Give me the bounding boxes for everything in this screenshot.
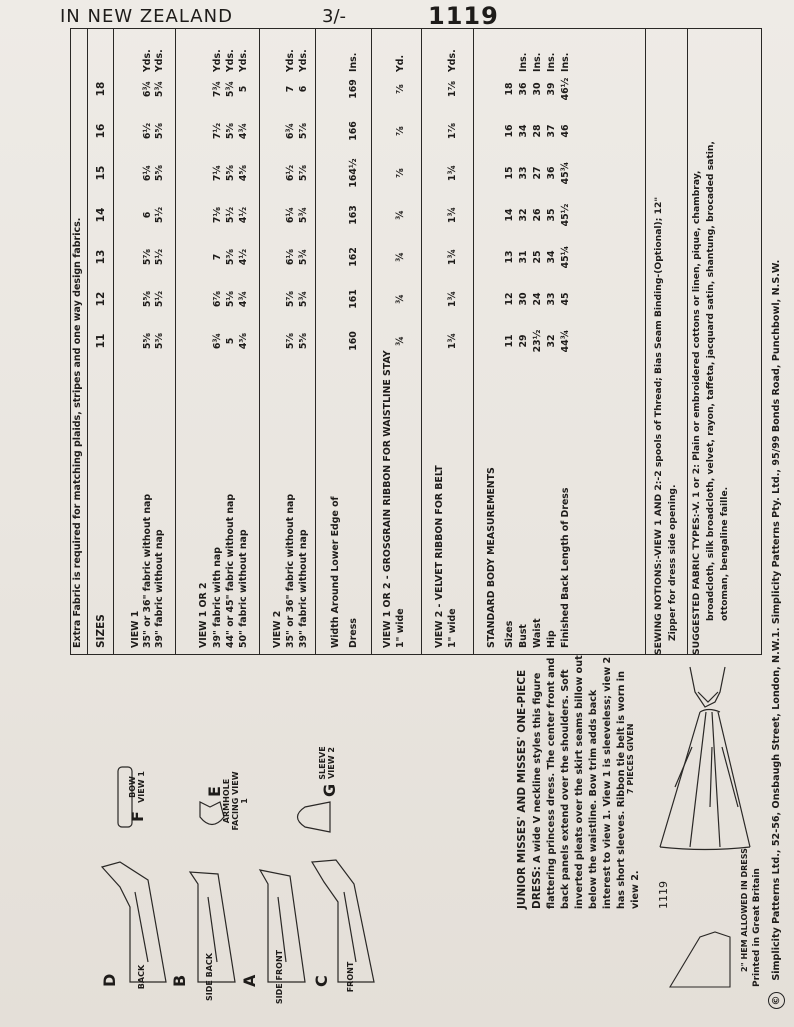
- cell: 160: [348, 331, 359, 351]
- unit: Yds.: [154, 49, 165, 72]
- cell: 39: [546, 82, 557, 96]
- cell: ⅞: [395, 126, 406, 136]
- letter-e: E: [205, 786, 224, 797]
- copyright-icon: ©: [768, 992, 785, 1009]
- cell: 5½: [154, 248, 165, 266]
- body-measurements-block: [473, 29, 590, 654]
- table-divider: [645, 29, 646, 654]
- cell: 30: [532, 82, 543, 96]
- cell: 34: [518, 124, 529, 138]
- cell: 5¾: [298, 248, 309, 266]
- unit: Yds.: [298, 49, 309, 72]
- cell: 7¾: [212, 80, 223, 98]
- publisher-footer: [768, 9, 785, 1009]
- cell: 6½: [142, 122, 153, 140]
- unit: Yds.: [142, 49, 153, 72]
- letter-a: A: [240, 974, 259, 987]
- cell: 1¾: [447, 206, 458, 224]
- cell: ¾: [395, 252, 406, 262]
- cell: 6: [298, 85, 309, 93]
- unit: Yds.: [285, 49, 296, 72]
- cell: 1⅞: [447, 80, 458, 98]
- cell: 6: [142, 211, 153, 219]
- cell: 34: [546, 250, 557, 264]
- cell: 5⅝: [225, 164, 236, 182]
- unit: Yds.: [212, 49, 223, 72]
- size-cell: 14: [95, 207, 107, 223]
- cell: 46½: [560, 77, 571, 101]
- description-body: A wide V neckline styles this figure flattering princess dress. The center front and back panels extend over the shoulders. Soft inverted pleats over the skirt seams billow out below the waistline. Bow trim adds back interest to view 1. View 1 is sleeveless; view 2 has short sleeves. Ribbon tie belt is worn in view 2.: [532, 655, 641, 909]
- row-label: 39" fabric without nap: [298, 529, 309, 648]
- row-label: 50" fabric without nap: [238, 529, 249, 648]
- cell: 6⅞: [212, 290, 223, 308]
- cell: 45¼: [560, 245, 571, 269]
- country-label: IN NEW ZEALAND: [60, 6, 233, 27]
- velvet-width: 1" wide: [447, 608, 458, 648]
- notions-line: SEWING NOTIONS:-VIEW 1 AND 2:-2 spools of Thread; Bias Seam Binding-(Optional); 12": [653, 196, 664, 655]
- label-armhole: ARMHOLE FACING VIEW 1: [222, 771, 249, 831]
- cell: 33: [546, 292, 557, 306]
- unit: Ins.: [518, 52, 529, 72]
- view2-title: VIEW 2: [272, 610, 283, 648]
- cell: 12: [504, 292, 515, 306]
- unit: Ins.: [532, 52, 543, 72]
- pieces-given: 7 PIECES GIVEN: [626, 723, 635, 794]
- sizes-row: [87, 29, 114, 654]
- cell: 29: [518, 334, 529, 348]
- label-sleeve: SLEEVE VIEW 2: [318, 746, 336, 780]
- cell: 6¼: [142, 164, 153, 182]
- cell: 6½: [285, 164, 296, 182]
- cell: 25: [532, 250, 543, 264]
- row-label: 39" fabric without nap: [154, 529, 165, 648]
- unit: Ins.: [546, 52, 557, 72]
- width-row: [315, 29, 372, 654]
- description-title: JUNIOR MISSES' AND MISSES' ONE-PIECE DRESS:: [516, 669, 543, 909]
- label-back: BACK: [137, 964, 146, 990]
- grosgrain-label: VIEW 1 OR 2 - GROSGRAIN RIBBON FOR WAISTLINE STAY: [382, 350, 393, 648]
- cell: 161: [348, 289, 359, 309]
- cell: ¾: [395, 294, 406, 304]
- description-number: 1119: [657, 881, 670, 909]
- velvet-label: VIEW 2 - VELVET RIBBON FOR BELT: [434, 465, 445, 648]
- row-label: 35" or 36" fabric without nap: [142, 493, 153, 648]
- cell: ¾: [395, 210, 406, 220]
- cell: 16: [504, 124, 515, 138]
- cell: ¾: [395, 336, 406, 346]
- cell: 7: [212, 253, 223, 261]
- letter-g: G: [320, 783, 339, 797]
- row-label: 39" fabric with nap: [212, 547, 223, 648]
- cell: 5⅞: [285, 332, 296, 350]
- cell: 7½: [212, 122, 223, 140]
- cell: ⅞: [395, 168, 406, 178]
- cell: 5¾: [298, 206, 309, 224]
- cell: 26: [532, 208, 543, 222]
- cell: 162: [348, 247, 359, 267]
- unit: Ins.: [560, 52, 571, 72]
- cell: 5¾: [225, 80, 236, 98]
- size-cell: 13: [95, 249, 107, 265]
- cell: 163: [348, 205, 359, 225]
- cell: 36: [518, 82, 529, 96]
- cell: 7: [285, 85, 296, 93]
- cell: 5: [238, 85, 249, 93]
- label-bow: BOW VIEW 1: [128, 771, 146, 803]
- unit: Yds.: [225, 49, 236, 72]
- cell: 35: [546, 208, 557, 222]
- row-label: Finished Back Length of Dress: [560, 487, 571, 648]
- piece-outline: [200, 802, 224, 825]
- cell: 1¾: [447, 290, 458, 308]
- cell: 5¾: [154, 80, 165, 98]
- letter-f: F: [128, 811, 147, 822]
- cell: 6¾: [142, 80, 153, 98]
- body-title: STANDARD BODY MEASUREMENTS: [486, 467, 497, 648]
- letter-c: C: [312, 975, 331, 987]
- cell: 46: [560, 124, 571, 138]
- cell: 23½: [532, 329, 543, 353]
- printed-note: Printed in Great Britain: [752, 868, 762, 987]
- cell: 5⅜: [154, 332, 165, 350]
- piece-outline: [312, 860, 374, 982]
- cell: 5⅛: [225, 290, 236, 308]
- piece-outline: [102, 862, 166, 982]
- cell: 4½: [238, 206, 249, 224]
- unit: Ins.: [348, 52, 359, 72]
- sizes-label: SIZES: [95, 614, 107, 648]
- cell: 5⅞: [142, 248, 153, 266]
- row-label: 35" or 36" fabric without nap: [285, 493, 296, 648]
- view1-block: [113, 29, 176, 654]
- cell: 5½: [225, 206, 236, 224]
- cell: 18: [504, 82, 515, 96]
- cell: 5⅝: [142, 290, 153, 308]
- cell: 4¾: [238, 122, 249, 140]
- pattern-pieces: [440, 667, 740, 1007]
- size-cell: 18: [95, 81, 107, 97]
- fabric-line: broadcloth, silk broadcloth, velvet, rayon, taffeta, jacquard satin, shantung, brocaded satin,: [705, 141, 716, 621]
- cell: 169: [348, 79, 359, 99]
- cell: ⅞: [395, 84, 406, 94]
- fabric-line: SUGGESTED FABRIC TYPES:-V. 1 or 2: Plain or embroidered cottons or linen, pique, chambray,: [691, 170, 702, 655]
- cell: 4⅜: [238, 332, 249, 350]
- cell: 5⅞: [285, 290, 296, 308]
- cell: 1¾: [447, 164, 458, 182]
- label-front: FRONT: [346, 961, 355, 993]
- size-cell: 15: [95, 165, 107, 181]
- cell: 44¾: [560, 329, 571, 353]
- cell: 45½: [560, 203, 571, 227]
- row-label: Waist: [532, 618, 543, 648]
- unit: Yds.: [447, 49, 458, 72]
- cell: 5⅝: [142, 332, 153, 350]
- cell: 30: [518, 292, 529, 306]
- width-label-2: Dress: [348, 618, 359, 648]
- pattern-number: 1119: [428, 2, 499, 30]
- price-label: 3/-: [322, 6, 347, 27]
- cell: 5⅞: [298, 164, 309, 182]
- view12-block: [175, 29, 260, 654]
- unit: Yds.: [238, 49, 249, 72]
- cell: 32: [518, 208, 529, 222]
- cell: 6⅛: [285, 248, 296, 266]
- grosgrain-row: [371, 29, 422, 654]
- letter-b: B: [170, 974, 189, 987]
- cell: 1¾: [447, 248, 458, 266]
- hem-note: 2" HEM ALLOWED IN DRESS: [740, 848, 749, 972]
- cell: 5⅝: [298, 332, 309, 350]
- cell: 4½: [238, 248, 249, 266]
- cell: 5⅞: [298, 122, 309, 140]
- cell: 5⅝: [225, 122, 236, 140]
- width-label: Width Around Lower Edge of: [330, 496, 341, 648]
- suggested-fabrics: [690, 30, 732, 655]
- cell: 11: [504, 334, 515, 348]
- table-heading: Extra Fabric is required for matching plaids, stripes and one way design fabrics.: [72, 217, 83, 648]
- cell: 7¼: [212, 164, 223, 182]
- size-cell: 12: [95, 291, 107, 307]
- row-label: 44" or 45" fabric without nap: [225, 493, 236, 648]
- cell: 33: [518, 166, 529, 180]
- cell: 45¾: [560, 161, 571, 185]
- letter-d: D: [100, 973, 119, 987]
- cell: 45: [560, 292, 571, 306]
- row-label: Hip: [546, 630, 557, 648]
- cell: 6¾: [212, 332, 223, 350]
- cell: 4⅝: [238, 164, 249, 182]
- cell: 5: [225, 337, 236, 345]
- size-cell: 16: [95, 123, 107, 139]
- label-side-front: SIDE FRONT: [275, 949, 284, 1005]
- view12-title: VIEW 1 OR 2: [198, 582, 209, 648]
- cell: 7⅛: [212, 206, 223, 224]
- cell: 15: [504, 166, 515, 180]
- cell: 5⅝: [154, 164, 165, 182]
- size-cell: 11: [95, 333, 107, 349]
- cell: 32: [546, 334, 557, 348]
- view2-block: [259, 29, 316, 654]
- cell: 5½: [154, 206, 165, 224]
- cell: 37: [546, 124, 557, 138]
- cell: 31: [518, 250, 529, 264]
- cell: 28: [532, 124, 543, 138]
- cell: 5¾: [298, 290, 309, 308]
- notions-line: Zipper for dress side opening.: [667, 484, 678, 641]
- piece-outline: [298, 802, 331, 832]
- row-label: Sizes: [504, 620, 515, 648]
- cell: 164½: [348, 158, 359, 188]
- row-label: Bust: [518, 624, 529, 648]
- cell: 6¼: [285, 206, 296, 224]
- view1-title: VIEW 1: [130, 610, 141, 648]
- fabric-line: ottoman, bengaline faille.: [719, 486, 730, 621]
- sewing-notions: [652, 30, 680, 655]
- unit: Yd.: [395, 54, 406, 72]
- cell: 36: [546, 166, 557, 180]
- cell: 27: [532, 166, 543, 180]
- label-side-back: SIDE BACK: [205, 953, 214, 1001]
- cell: 24: [532, 292, 543, 306]
- table-divider: [687, 29, 688, 654]
- cell: 6¾: [285, 122, 296, 140]
- cell: 14: [504, 208, 515, 222]
- cell: 1¾: [447, 332, 458, 350]
- cell: 13: [504, 250, 515, 264]
- cell: 5⅝: [154, 122, 165, 140]
- grosgrain-width: 1" wide: [395, 608, 406, 648]
- footer-text: Simplicity Patterns Ltd., 52-56, Onsbaugh Street, London, N.W.1. Simplicity Patterns Pty. Ltd., 95/99 Bonds Road, Punchbowl, N.S.W.: [771, 259, 782, 981]
- cell: 4¾: [238, 290, 249, 308]
- cell: 1⅞: [447, 122, 458, 140]
- velvet-row: [421, 29, 474, 654]
- cell: 5⅜: [225, 248, 236, 266]
- cell: 166: [348, 121, 359, 141]
- cell: 5½: [154, 290, 165, 308]
